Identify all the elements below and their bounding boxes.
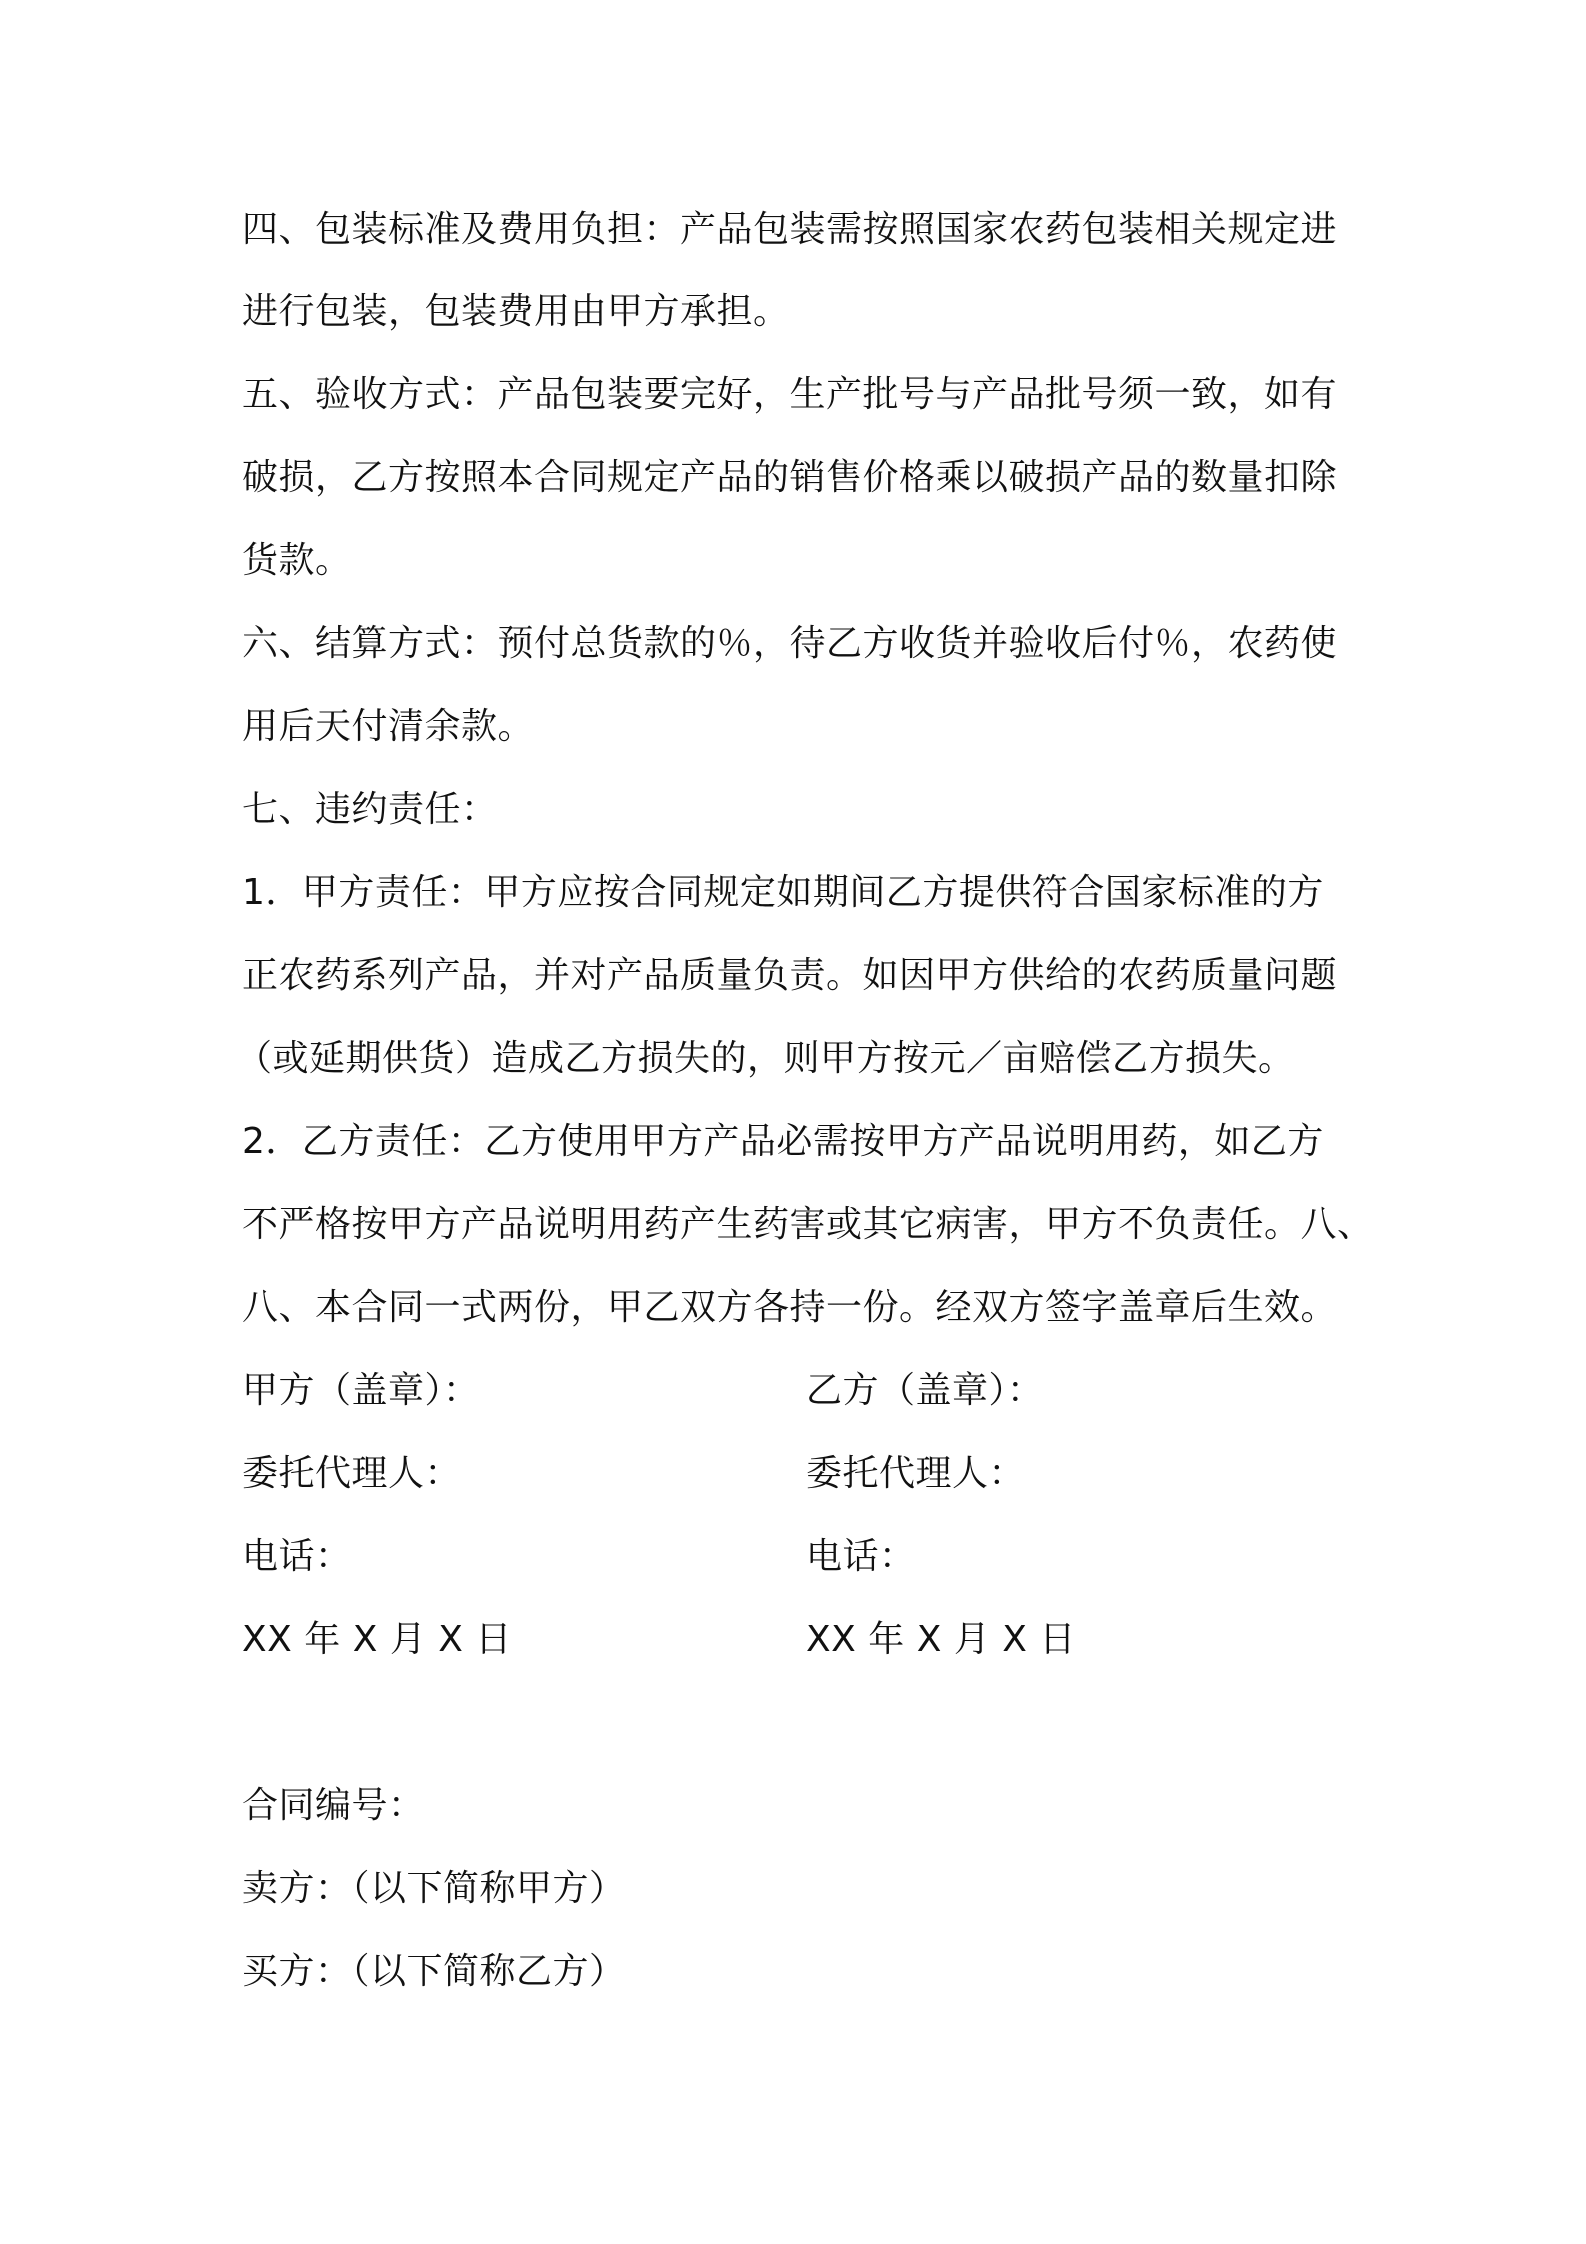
party-a-phone: 电话： <box>242 1536 352 1577</box>
section-6-line-2: 用后天付清余款。 <box>242 706 535 747</box>
party-b-seal: 乙方（盖章）： <box>806 1370 1044 1411</box>
section-7-1-line-2: 正农药系列产品，并对产品质量负责。如因甲方供给的农药质量问题 <box>242 955 1338 996</box>
section-5-line-2: 破损，乙方按照本合同规定产品的销售价格乘以破损产品的数量扣除 <box>242 457 1338 498</box>
buyer-line: 买方：（以下简称乙方） <box>242 1951 626 1992</box>
party-b-phone: 电话： <box>806 1536 916 1577</box>
party-a-seal: 甲方（盖章）： <box>242 1370 480 1411</box>
section-7-1-line-3: （或延期供货）造成乙方损失的，则甲方按元／亩赔偿乙方损失。 <box>236 1038 1295 1079</box>
party-a-date: XX 年 X 月 X 日 <box>242 1619 512 1660</box>
section-7-2-line-2: 不严格按甲方产品说明用药产生药害或其它病害，甲方不负责任。八、 <box>242 1204 1374 1245</box>
section-8: 八、本合同一式两份，甲乙双方各持一份。经双方签字盖章后生效。 <box>242 1287 1338 1328</box>
party-a-agent: 委托代理人： <box>242 1453 462 1494</box>
section-7-2-line-1: 2．乙方责任：乙方使用甲方产品必需按甲方产品说明用药，如乙方 <box>242 1121 1324 1162</box>
section-7-title: 七、违约责任： <box>242 789 498 830</box>
section-5-line-1: 五、验收方式：产品包装要完好，生产批号与产品批号须一致，如有 <box>242 374 1338 415</box>
seller-line: 卖方：（以下简称甲方） <box>242 1868 626 1909</box>
party-b-date: XX 年 X 月 X 日 <box>806 1619 1076 1660</box>
section-4-line-1: 四、包装标准及费用负担：产品包装需按照国家农药包装相关规定进 <box>242 209 1338 250</box>
contract-number: 合同编号： <box>242 1785 425 1826</box>
party-b-agent: 委托代理人： <box>806 1453 1026 1494</box>
section-6-line-1: 六、结算方式：预付总货款的％，待乙方收货并验收后付％，农药使 <box>242 623 1338 664</box>
section-5-line-3: 货款。 <box>242 540 352 581</box>
section-4-line-2: 进行包装，包装费用由甲方承担。 <box>242 291 790 332</box>
section-7-1-line-1: 1．甲方责任：甲方应按合同规定如期间乙方提供符合国家标准的方 <box>242 872 1324 913</box>
